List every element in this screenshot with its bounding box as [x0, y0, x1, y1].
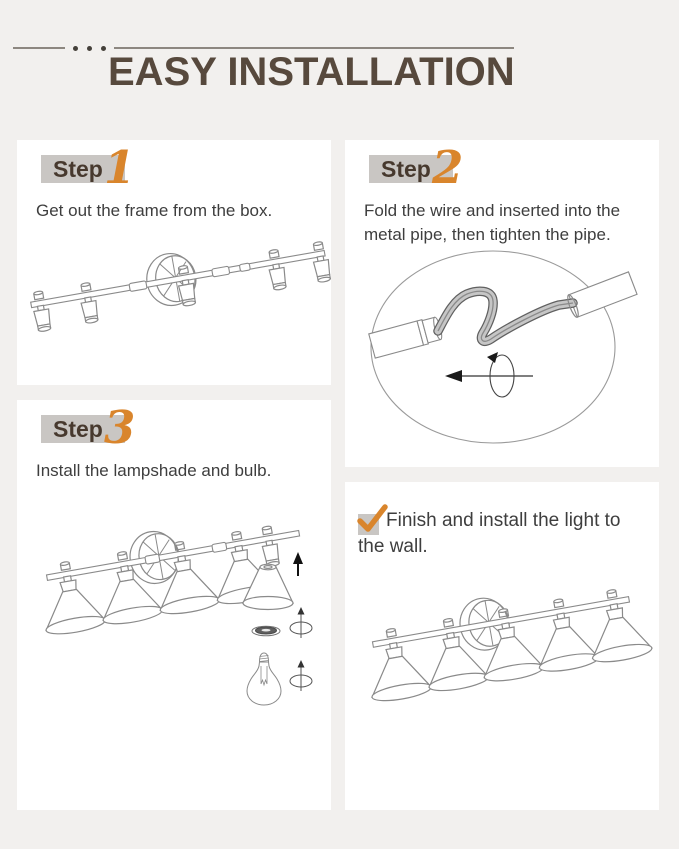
socket-ring-part: [252, 626, 280, 636]
rule-line: [13, 47, 65, 49]
three-dots-ornament: [73, 46, 106, 51]
step-description: Install the lampshade and bulb.: [36, 461, 272, 480]
step-description: Get out the frame from the box.: [36, 201, 273, 220]
step-label: Step: [41, 155, 125, 183]
finished-light-illustration: [345, 482, 659, 810]
light-bulb-part: [247, 653, 281, 705]
step-label: Step: [41, 415, 125, 443]
step-number: 2: [432, 141, 464, 194]
finish-description: Finish and install the light to the wall.: [358, 510, 621, 557]
shade-bulb-illustration: [17, 400, 331, 810]
step-label: Step: [369, 155, 453, 183]
rotate-arrow-icon: [290, 660, 312, 691]
step-2-panel: [345, 140, 659, 467]
step-3-panel: [17, 400, 331, 810]
frame-illustration: [17, 140, 331, 385]
step-number: 3: [104, 401, 136, 454]
finish-panel: [345, 482, 659, 810]
up-arrow-icon: [293, 552, 303, 576]
rule-line: [114, 47, 514, 49]
wire-pipe-illustration: [345, 140, 659, 467]
step-number: 1: [104, 141, 136, 194]
page-title: EASY INSTALLATION: [108, 50, 515, 94]
step-description: Fold the wire and inserted into the metal pipe, then tighten the pipe.: [364, 201, 621, 244]
step-1-panel: [17, 140, 331, 385]
rotate-arrow-icon: [290, 607, 312, 638]
